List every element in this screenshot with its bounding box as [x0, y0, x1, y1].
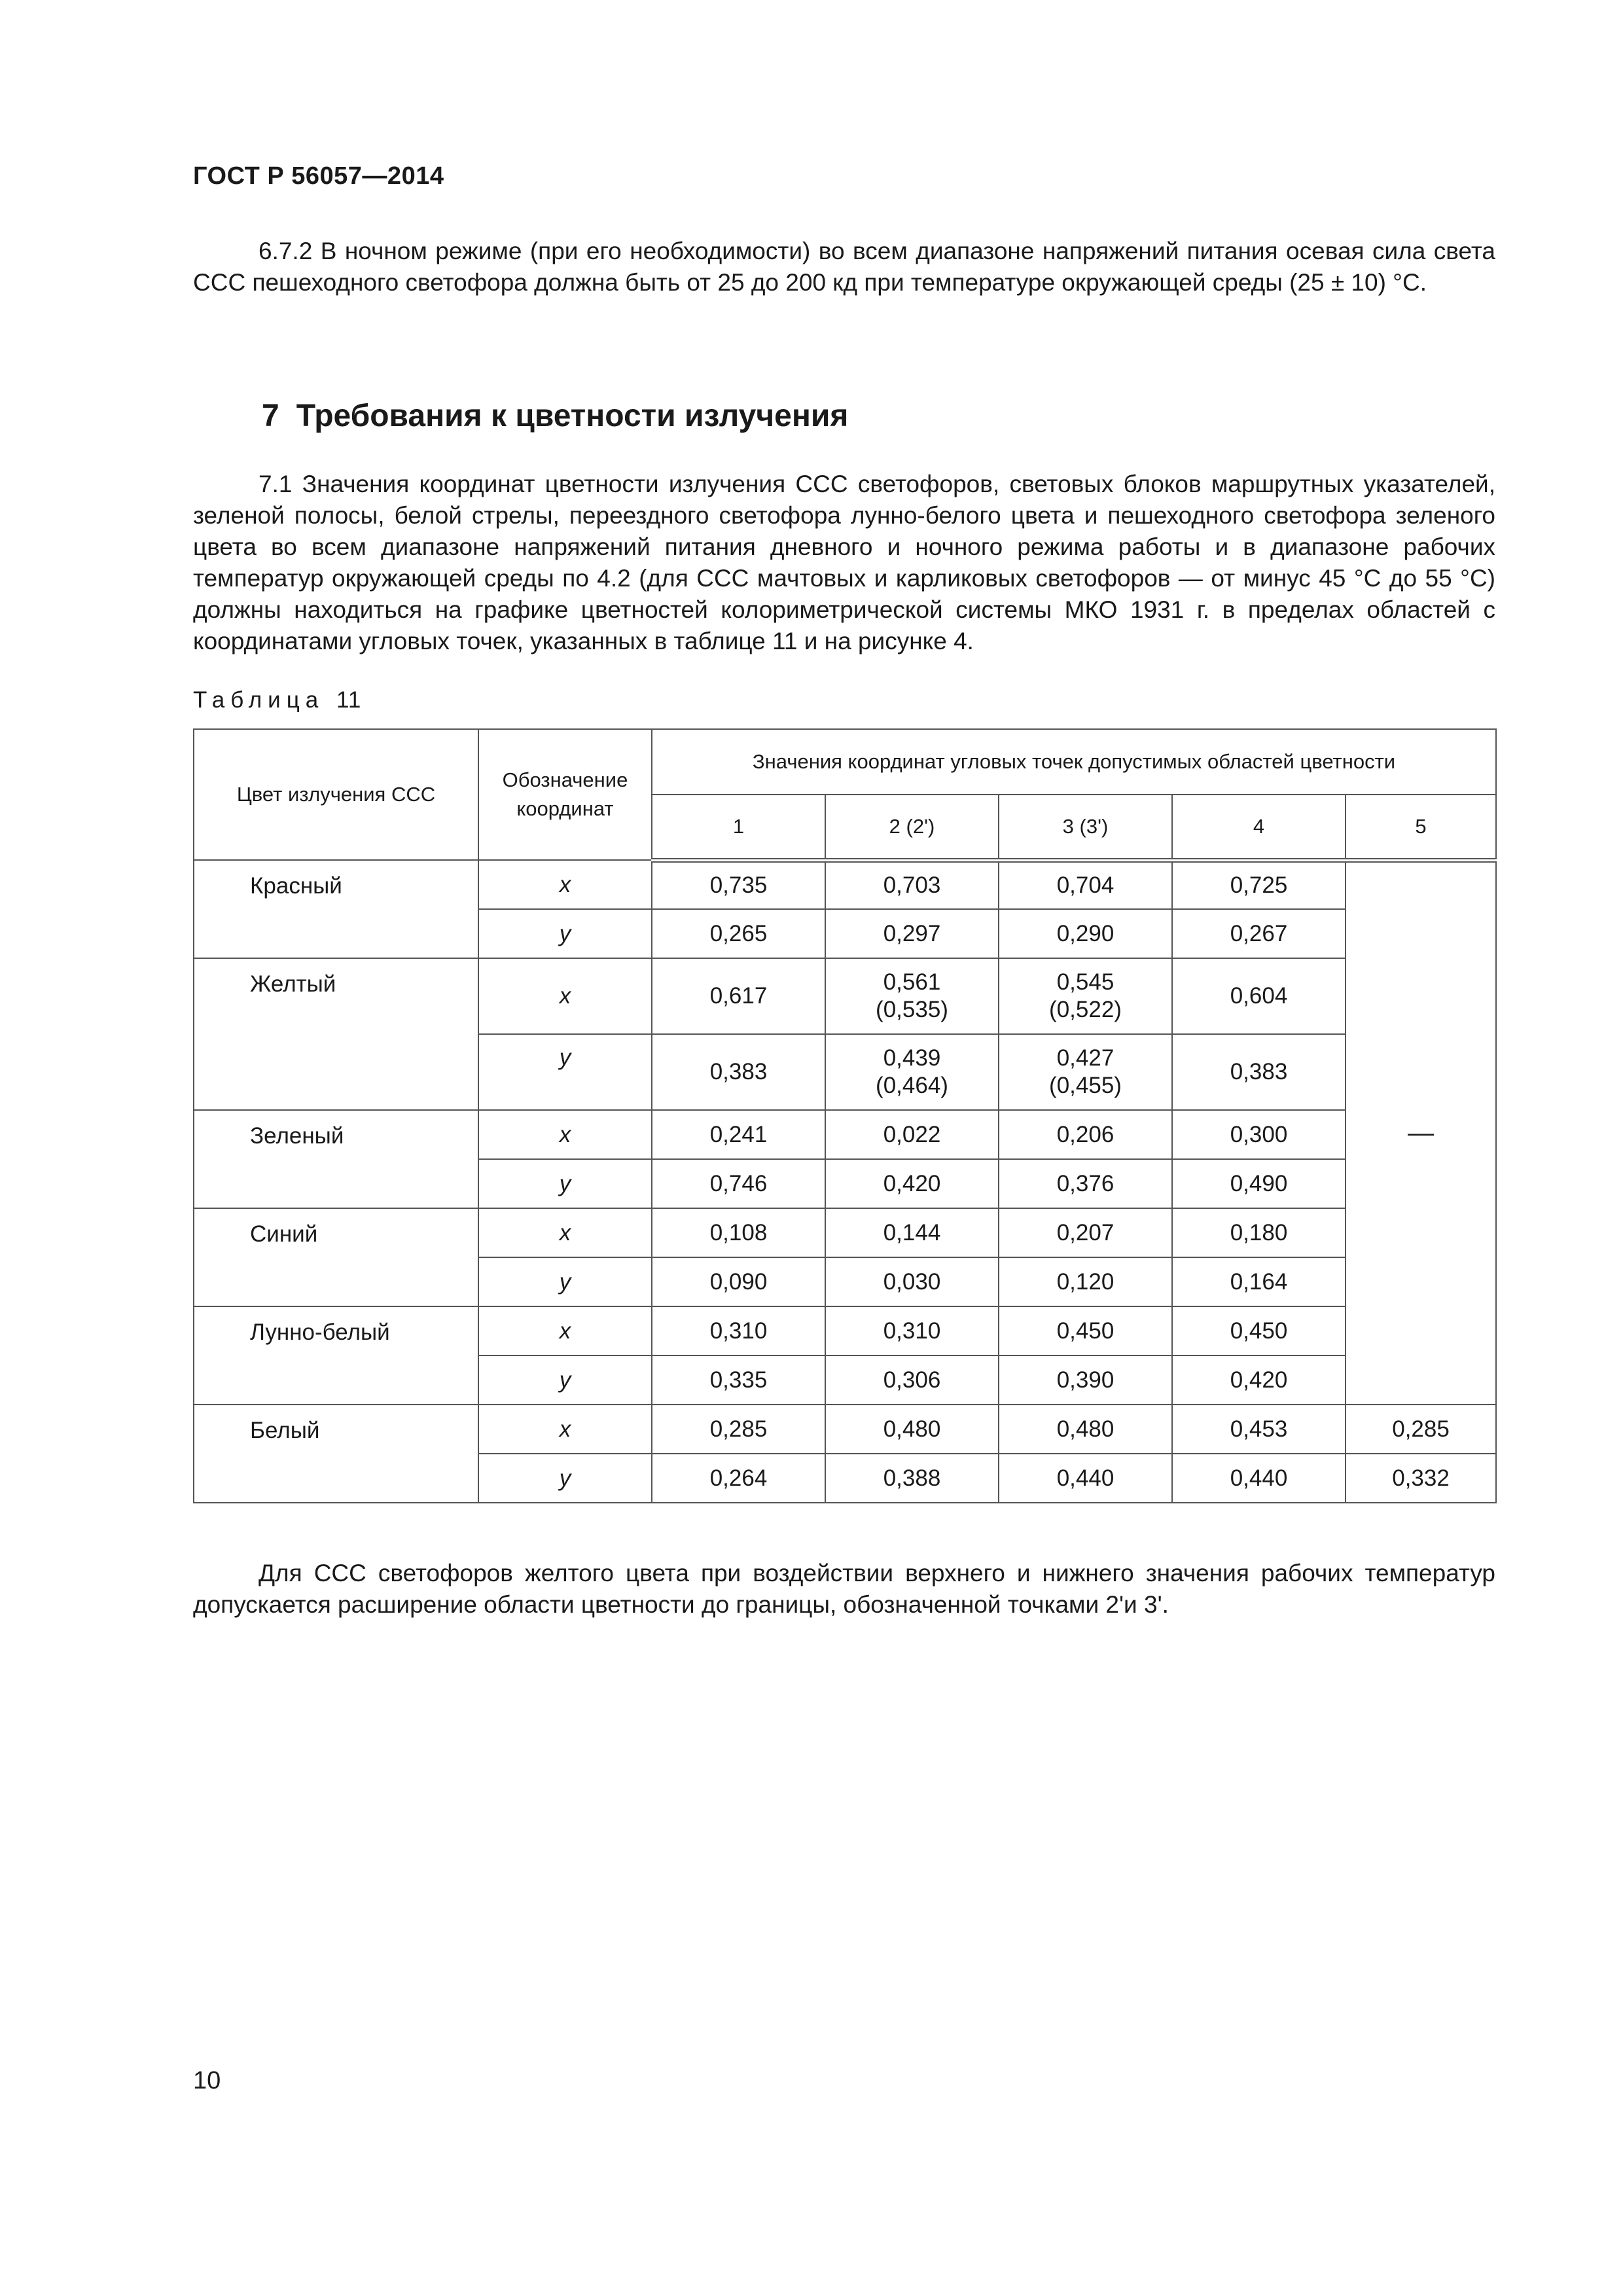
table-cell: 0,335 — [652, 1355, 825, 1405]
table-cell: 0,300 — [1172, 1110, 1346, 1159]
table-cell: 0,306 — [825, 1355, 999, 1405]
table-cell: 0,746 — [652, 1159, 825, 1208]
table-cell: 0,388 — [825, 1454, 999, 1503]
table-caption-number: 11 — [336, 687, 362, 713]
note-paragraph: Для ССС светофоров желтого цвета при воздействии верхнего и нижнего значения рабочих температур допускается расширение области цветности до границы, обозначенной точками 2'и 3'. — [193, 1560, 1495, 1618]
axis-y: y — [478, 1159, 652, 1208]
cell-value-alt: (0,535) — [876, 997, 948, 1022]
axis-y: y — [478, 1454, 652, 1503]
table-cell: 0,703 — [825, 860, 999, 909]
table-cell: 0,420 — [825, 1159, 999, 1208]
color-name: Зеленый — [194, 1110, 478, 1208]
color-name: Белый — [194, 1405, 478, 1503]
table-cell: 0,265 — [652, 909, 825, 958]
color-name: Красный — [194, 860, 478, 958]
table-cell: 0,420 — [1172, 1355, 1346, 1405]
table-cell: 0,735 — [652, 860, 825, 909]
table-cell: 0,164 — [1172, 1257, 1346, 1306]
header-point-2: 2 (2') — [825, 795, 999, 860]
table-cell: 0,267 — [1172, 909, 1346, 958]
color-name: Желтый — [194, 958, 478, 1110]
table-cell — [825, 958, 999, 1034]
cell-value-alt: (0,464) — [876, 1073, 948, 1098]
table-cell: 0,450 — [1172, 1306, 1346, 1355]
table-cell: 0,704 — [999, 860, 1172, 909]
table-cell: 0,440 — [1172, 1454, 1346, 1503]
cell-value-alt: (0,522) — [1049, 997, 1122, 1022]
table-cell: 0,390 — [999, 1355, 1172, 1405]
table-cell: 0,144 — [825, 1208, 999, 1257]
paragraph-6-7-2: 6.7.2 В ночном режиме (при его необходимости) во всем диапазоне напряжений питания осевая сила света ССС пешеходного светофора должна быть от 25 до 200 кд при температуре окружающей среды (25 ± 10) °С. — [193, 238, 1495, 296]
axis-y: y — [478, 1257, 652, 1306]
cell-value: 0,427 — [1056, 1045, 1115, 1071]
table-cell: 0,120 — [999, 1257, 1172, 1306]
header-color: Цвет излучения ССС — [194, 729, 478, 860]
table-cell: 0,383 — [652, 1034, 825, 1110]
document-header: ГОСТ Р 56057—2014 — [193, 162, 444, 190]
table-cell: 0,725 — [1172, 860, 1346, 909]
table-cell: 0,285 — [652, 1405, 825, 1454]
table-cell: 0,090 — [652, 1257, 825, 1306]
axis-y: y — [478, 909, 652, 958]
table-row — [194, 1208, 1496, 1257]
table-cell: 0,297 — [825, 909, 999, 958]
table-cell — [825, 1034, 999, 1110]
table-cell: 0,604 — [1172, 958, 1346, 1034]
table-cell: 0,480 — [999, 1405, 1172, 1454]
table-row — [194, 860, 1496, 909]
axis-x: x — [478, 1405, 652, 1454]
table-cell: 0,285 — [1346, 1405, 1496, 1454]
cell-value: 0,545 — [1056, 969, 1115, 995]
table-cell: 0,332 — [1346, 1454, 1496, 1503]
table-cell: 0,617 — [652, 958, 825, 1034]
page-number: 10 — [193, 2067, 221, 2094]
section-title: Требования к цветности излучения — [296, 399, 849, 433]
table-row — [194, 1405, 1496, 1454]
color-name: Синий — [194, 1208, 478, 1306]
table-cell: 0,440 — [999, 1454, 1172, 1503]
table-cell: 0,490 — [1172, 1159, 1346, 1208]
cell-value-alt: (0,455) — [1049, 1073, 1122, 1098]
section-heading — [262, 398, 848, 434]
table-cell: 0,022 — [825, 1110, 999, 1159]
axis-x: x — [478, 1306, 652, 1355]
table-cell — [999, 958, 1172, 1034]
axis-x: x — [478, 958, 652, 1034]
table-cell: 0,241 — [652, 1110, 825, 1159]
paragraph-7-1: 7.1 Значения координат цветности излучения ССС светофоров, световых блоков маршрутных указателей, зеленой полосы, белой стрелы, переездного светофора лунно-белого цвета и пешеходного светофора зеленого цвета во всем диапазоне напряжений питания дневного и ночного режима работы и в диапазоне рабочих температур окружающей среды по 4.2 (для ССС мачтовых и карликовых светофоров — от минус 45 °С до 55 °С) должны находиться на графике цветностей колориметрической системы МКО 1931 г. в пределах областей с координатами угловых точек, указанных в таблице 11 и на рисунке 4. — [193, 471, 1495, 655]
header-point-1: 1 — [652, 795, 825, 860]
table-cell: 0,310 — [825, 1306, 999, 1355]
axis-x: x — [478, 1208, 652, 1257]
table-row — [194, 958, 1496, 1034]
table-cell: 0,206 — [999, 1110, 1172, 1159]
color-name: Лунно-белый — [194, 1306, 478, 1405]
table-cell: 0,376 — [999, 1159, 1172, 1208]
table-cell: 0,480 — [825, 1405, 999, 1454]
table-cell: 0,450 — [999, 1306, 1172, 1355]
table-cell: 0,030 — [825, 1257, 999, 1306]
table-cell: 0,207 — [999, 1208, 1172, 1257]
header-values: Значения координат угловых точек допустимых областей цветности — [652, 729, 1496, 795]
axis-y: y — [478, 1034, 652, 1110]
section-number: 7 — [262, 399, 279, 433]
table-cell: 0,453 — [1172, 1405, 1346, 1454]
header-point-4: 4 — [1172, 795, 1346, 860]
axis-x: x — [478, 1110, 652, 1159]
table-cell: 0,264 — [652, 1454, 825, 1503]
table-row — [194, 1306, 1496, 1355]
table-cell: 0,180 — [1172, 1208, 1346, 1257]
table-caption-word: Таблица — [193, 687, 325, 713]
table-cell: 0,383 — [1172, 1034, 1346, 1110]
table-cell: 0,108 — [652, 1208, 825, 1257]
cell-value: 0,439 — [883, 1045, 941, 1071]
table-cell — [999, 1034, 1172, 1110]
table-caption — [193, 687, 361, 713]
table-cell: 0,290 — [999, 909, 1172, 958]
table-row — [194, 1110, 1496, 1159]
header-point-5: 5 — [1346, 795, 1496, 860]
axis-y: y — [478, 1355, 652, 1405]
cell-value: 0,561 — [883, 969, 941, 995]
header-point-3: 3 (3') — [999, 795, 1172, 860]
chromaticity-table — [193, 728, 1497, 1503]
header-coordinate: Обозначение координат — [478, 729, 652, 860]
point-5-dash: — — [1346, 860, 1496, 1405]
table-cell: 0,310 — [652, 1306, 825, 1355]
axis-x: x — [478, 860, 652, 909]
